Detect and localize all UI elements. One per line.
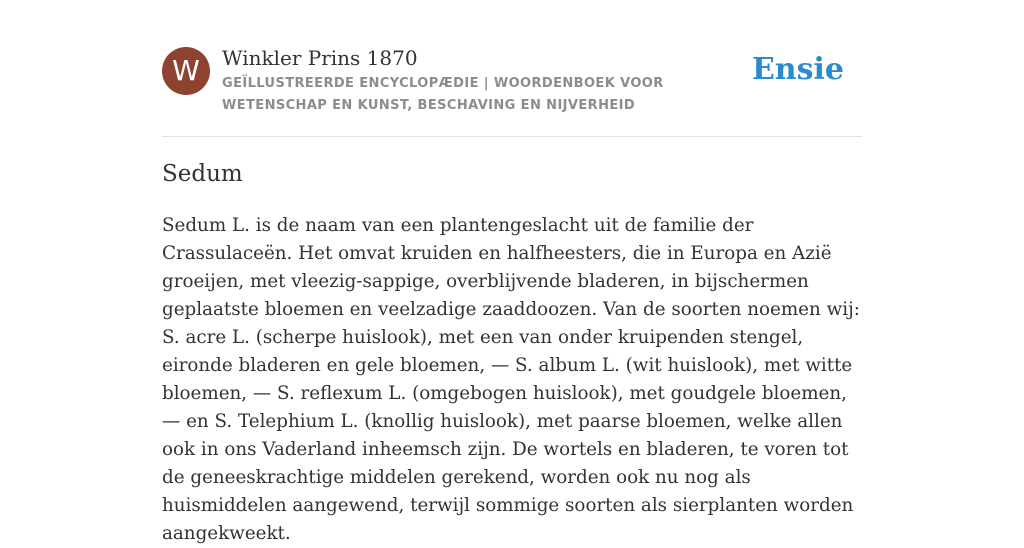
source-avatar[interactable]: W	[162, 47, 210, 95]
source-title[interactable]: Winkler Prins 1870	[222, 46, 418, 70]
source-header	[162, 44, 862, 137]
entry-body: Sedum L. is de naam van een plantengeslacht uit de familie der Crassulaceën. Het omvat kruiden en halfheesters, die in Europa en Azië groeijen, met vleezig-sappige, overblijvende bladeren, in bijschermen geplaatste bloemen en veelzadige zaaddoozen. Van de soorten noemen wij: S. acre L. (scherpe huislook), met een van onder kruipenden stengel, eironde bladeren en gele bloemen, — S. album L. (wit huislook), met witte bloemen, — S. reflexum L. (omgebogen huislook), met goudgele bloemen, — en S. Telephium L. (knollig huislook), met paarse bloemen, welke allen ook in ons Vaderland inheemsch zijn. De wortels en bladeren, te voren tot de geneeskrachtige middelen gerekend, worden ook nu nog als huismiddelen aangewend, terwijl sommige soorten als sierplanten worden aangekweekt.	[162, 215, 860, 544]
entry-title: Sedum	[162, 161, 243, 187]
ensie-logo[interactable]: Ensie	[751, 52, 844, 87]
source-subtitle: GEÏLLUSTREERDE ENCYCLOPÆDIE | WOORDENBOEK VOOR WETENSCHAP EN KUNST, BESCHAVING EN NIJVERHEID	[222, 76, 664, 113]
